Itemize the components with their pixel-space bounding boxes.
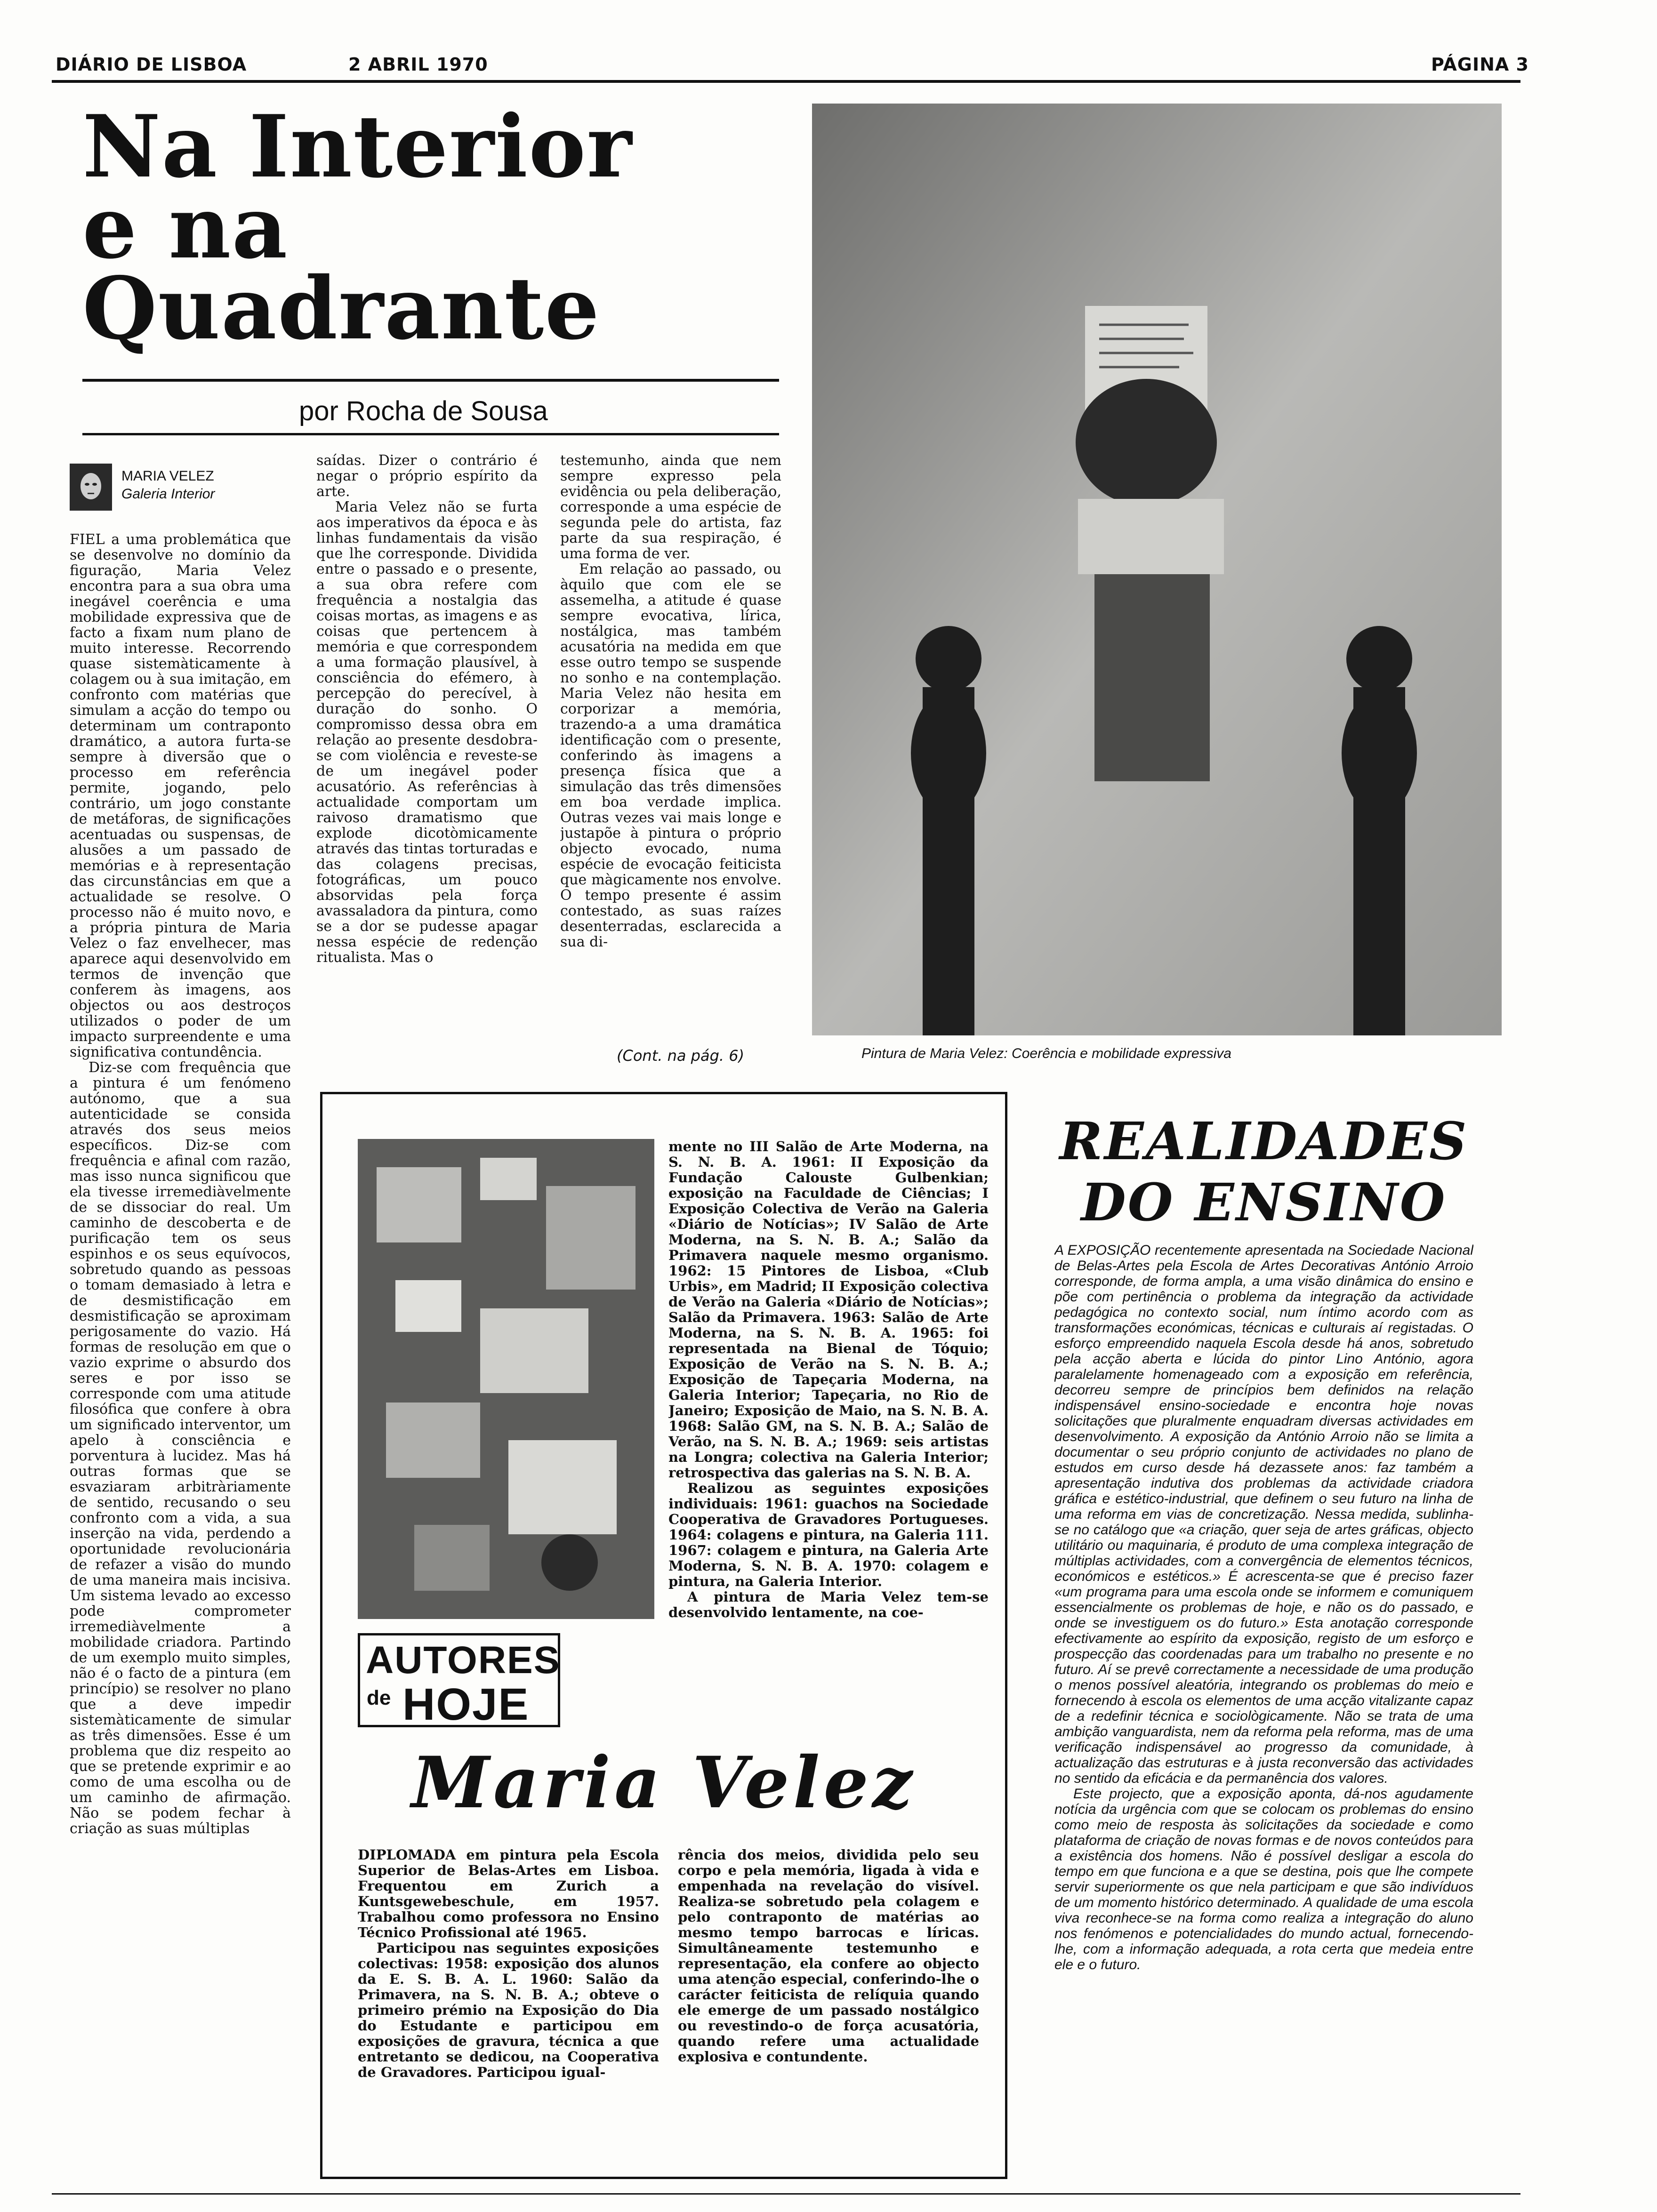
footer-rule — [52, 2193, 1520, 2195]
article-title: Na Interior e na Quadrante — [82, 96, 633, 359]
artist-thumbnail — [70, 464, 112, 511]
issue-date: 2 ABRIL 1970 — [348, 54, 488, 75]
article-column-2: saídas. Dizer o contrário é negar o próprio espírito da arte. Maria Velez não se furta aos imperativos da época e às linhas fundamentais da visão que lhe corresponde. Dividida entre o passado e o presente, a sua obra refere com frequência a nostalgia das coisas mortas, as imagens e as coisas que pertencem à memória e que correspondem a uma formação plausível, à consciência do efémero, à percepção do perecível, à duração do sonho. O compromisso dessa obra em relação ao presente desdobra-se com violência e reveste-se de um inegável poder acusatório. As referências à actualidade comportam um raivoso dramatismo que explode dicotòmicamente através das tintas torturadas e das colagens precisas, fotográficas, um pouco absorvidas pela força avassaladora da pintura, como se a dor se pudesse apagar nessa espécie de redenção ritualista. Mas o — [316, 453, 538, 966]
autores-bio-right: rência dos meios, dividida pelo seu corpo e pela memória, ligada à vida e empenhada na revelação do visível. Realiza-se sobretudo pela colagem e pelo contraponto de matérias ao mesmo tempo barrocas e líricas. Simultâneamente testemunho e representação, ela confere ao objecto uma atenção especial, conferindo-lhe o carácter feiticista de relíquia quando ele emerge de um passado nostálgico ou revestindo-o de força acusatória, quando refere uma actualidade explosiva e contundente. — [678, 1847, 979, 2065]
byline-rule — [82, 433, 779, 435]
autores-de-hoje-logo: AUTORES de HOJE — [358, 1633, 560, 1727]
collage-photo — [358, 1139, 654, 1619]
ensino-column: A EXPOSIÇÃO recentemente apresentada na Sociedade Nacional de Belas-Artes pela Escola de Artes Decorativas António Arroio corresponde, de forma ampla, a uma visão dinâmica do ensino e põe com pertinência o problema da integração da actividade pedagógica no contexto social, num íntimo acordo com as transformações económicas, técnicas e culturais aí registadas. O esforço empreendido naquela Escola desde há anos, sobretudo pela acção aberta e lúcida do pintor Lino António, agora paralelamente homenageado com a exposição em referência, decorreu sempre de princípios bem definidos na relação indispensável ensino-sociedade e encontra hoje novas solicitações que pluralmente enquadram diversas actividades em desenvolvimento. A exposição da António Arroio não se limita a documentar o seu próprio conjunto de actividades no plano de estudos em curso desde há dezassete anos: faz também a apresentação indutiva dos problemas da actividade criadora gráfica e estético-industrial, que definem o seu futuro na linha de uma reforma em vias de concretização. Nessa medida, sublinha-se no catálogo que «a criação, quer seja de artes gráficas, objecto utilitário ou maquinaria, é produto de uma complexa integração de múltiplas actividades, com a convergência de elementos técnicos, económicos e estéticos.» É acrescenta-se que é preciso fazer «um programa para uma escola onde se informem e comuniquem essencialmente os problemas de hoje, e não os do passado, e onde se investiguem os do futuro.» Esta anotação corresponde efectivamente ao espírito da exposição, registo de um esforço e prospecção das coordenadas para um trabalho no presente e no futuro. Aí se prevê correctamente a necessidade de uma produção o menos possível aleatória, integrando os problemas do meio e fornecendo à escola os elementos de uma acção vitalizante capaz de a redefinir técnica e sociològicamente. Não se trata de uma ambição vanguardista, nem da reforma pela reforma, mas de uma verificação indispensável ao progresso da comunidade, à actualização das estruturas e à justa reconversão das actividades no sentido da eficácia e da permanência dos valores. Este projecto, que a exposição aponta, dá-nos agudamente notícia da urgência com que se colocam os problemas do ensino como meio de resposta às solicitações da sociedade e como plataforma de criação de novas formas e de novos conteúdos para a existência dos homens. Não é possível desligar a escola do tempo em que funciona e a que se destina, pois que lhe compete servir superiormente os que nela participam e que são indivíduos de um momento histórico determinado. A qualidade de uma escola viva reconhece-se na forma como realiza a integração do aluno nos fenómenos e potencialidades do mundo actual, fornecendo-lhe, com a informação adequada, a rota certa que medeia entre ele e o futuro. — [1054, 1242, 1473, 1972]
artist-name-heading: Maria Velez — [411, 1741, 917, 1824]
ensino-heading: REALIDADES DO ENSINO — [1059, 1111, 1469, 1233]
byline: por Rocha de Sousa — [299, 396, 548, 426]
autores-column-right: mente no III Salão de Arte Moderna, na S. N. B. A. 1961: II Exposição da Fundação Calouste Gulbenkian; exposição na Faculdade de Ciências; I Exposição Colectiva de Verão na Galeria «Diário de Notícias»; IV Salão de Arte Moderna, na S. N. B. A.; Salão da Primavera naquele mesmo organismo. 1962: 15 Pintores de Lisboa, «Club Urbis», em Madrid; II Exposição colectiva de Verão na Galeria «Diário de Notícias»; Salão da Primavera. 1963: Salão de Arte Moderna, na S. N. B. A. 1965: foi representada na Bienal de Tóquio; Exposição de Verão na S. N. B. A.; Exposição de Tapeçaria Moderna, na Galeria Interior; Tapeçaria, no Rio de Janeiro; Exposição de Maio, na S. N. B. A. 1968: Salão GM, na S. N. B. A.; Salão de Verão, na S. N. B. A.; 1969: seis artistas na Longra; colectiva na Galeria Interior; retrospectiva das galerias na S. N. B. A. Realizou as seguintes exposições individuais: 1961: guachos na Sociedade Cooperativa de Gravadores Portugueses. 1964: colagens e pintura, na Galeria 111. 1967: colagem e pintura, na Galeria Arte Moderna, S. N. B. A. 1970: colagem e pintura, na Galeria Interior. A pintura de Maria Velez tem-se desenvolvido lentamente, na coe- — [668, 1139, 989, 1620]
autores-bio-left: DIPLOMADA em pintura pela Escola Superior de Belas-Artes em Lisboa. Frequentou em Zurich a Kuntsgewebeschule, em 1957. Trabalhou como professora no Ensino Técnico Profissional até 1965. Participou nas seguintes exposições colectivas: 1958: exposição dos alunos da E. S. B. A. L. 1960: Salão da Primavera, na S. N. B. A.; obteve o primeiro prémio na Exposição do Dia do Estudante e participou em exposições de gravura, técnica a que entretanto se dedicou, na Cooperativa de Gravadores. Participou igual- — [358, 1847, 659, 2080]
thumb-gallery: Galeria Interior — [121, 486, 215, 502]
page-number: PÁGINA 3 — [1431, 54, 1529, 75]
article-column-1: FIEL a uma problemática que se desenvolve no domínio da figuração, Maria Velez encontra para a sua obra uma inegável coerência e uma mobilidade expressiva que de facto a fixam num plano de muito interesse. Recorrendo quase sistemàticamente à colagem ou à sua imitação, em confronto com matérias que simulam a acção do tempo ou determinam um contraponto dramático, a autora furta-se sempre à diversão que o processo em referência permite, jogando, pelo contrário, um jogo constante de metáforas, de significações acentuadas ou suspensas, de alusões a um passado de memórias e à representação das circunstâncias em que a actualidade se resolve. O processo não é muito novo, e a própria pintura de Maria Velez o faz envelhecer, mas aparece aqui desenvolvido em termos de invenção que conferem às imagens, aos objectos ou aos destroços utilizados o poder de um impacto surpreendente e uma significativa contundência. Diz-se com frequência que a pintura é um fenómeno autónomo, que a sua autenticidade se consida através dos seus meios específicos. Diz-se com frequência e afinal com razão, mas isso nunca significou que ela tivesse irremediàvelmente de se dissociar do real. Um caminho de descoberta e de purificação tem os seus espinhos e os seus equívocos, sobretudo quando as pessoas o tomam demasiado à letra e de desmistificação em desmistificação se aproximam perigosamente do vazio. Há formas de resolução em que o vazio exprime o absurdo dos seres e por isso se corresponde com uma atitude filosófica que confere à obra um significado interventor, um apelo à consciência e porventura à lucidez. Mas há outras formas que se esvaziaram arbitràriamente de sentido, recusando o seu confronto com a vida, a sua inserção na vida, perdendo a oportunidade revolucionária de refazer a visão do mundo de uma maneira mais incisiva. Um sistema levado ao excesso pode comprometer irremediàvelmente a mobilidade criadora. Partindo de um exemplo muito simples, não é o facto de a pintura (em princípio) se resolver no plano que a deve impedir sistemàticamente de simular as três dimensões. Esse é um problema que diz respeito ao que se pretende exprimir e ao como de uma escolha ou de um caminho de afirmação. Não se podem fechar à criação as suas múltiplas — [70, 532, 291, 1837]
article-column-3: testemunho, ainda que nem sempre expresso pela evidência ou pela deliberação, corresponde a uma espécie de segunda pele do artista, faz parte da sua respiração, é uma forma de ver. Em relação ao passado, ou àquilo que com ele se assemelha, a atitude é quase sempre evocativa, lírica, nostálgica, mas também acusatória na medida em que esse outro tempo se suspende no sonho e na contemplação. Maria Velez não hesita em corporizar a memória, trazendo-a a uma dramática identificação com o presente, conferindo às imagens a presença física que a simulação das três dimensões em boa verdade implica. Outras vezes vai mais longe e justapõe à pintura o próprio objecto evocado, numa espécie de evocação feiticista que màgicamente nos envolve. O tempo presente é assim contestado, as suas raízes desenterradas, esclarecida a sua di- — [560, 453, 781, 950]
newspaper-name: DIÁRIO DE LISBOA — [56, 54, 247, 75]
photo-caption: Pintura de Maria Velez: Coerência e mobilidade expressiva — [861, 1046, 1231, 1061]
thumb-name: MARIA VELEZ — [121, 468, 214, 484]
painting-photo — [812, 104, 1502, 1035]
header-rule — [52, 80, 1520, 83]
continued-note: (Cont. na pág. 6) — [617, 1047, 745, 1065]
title-rule — [82, 379, 779, 382]
